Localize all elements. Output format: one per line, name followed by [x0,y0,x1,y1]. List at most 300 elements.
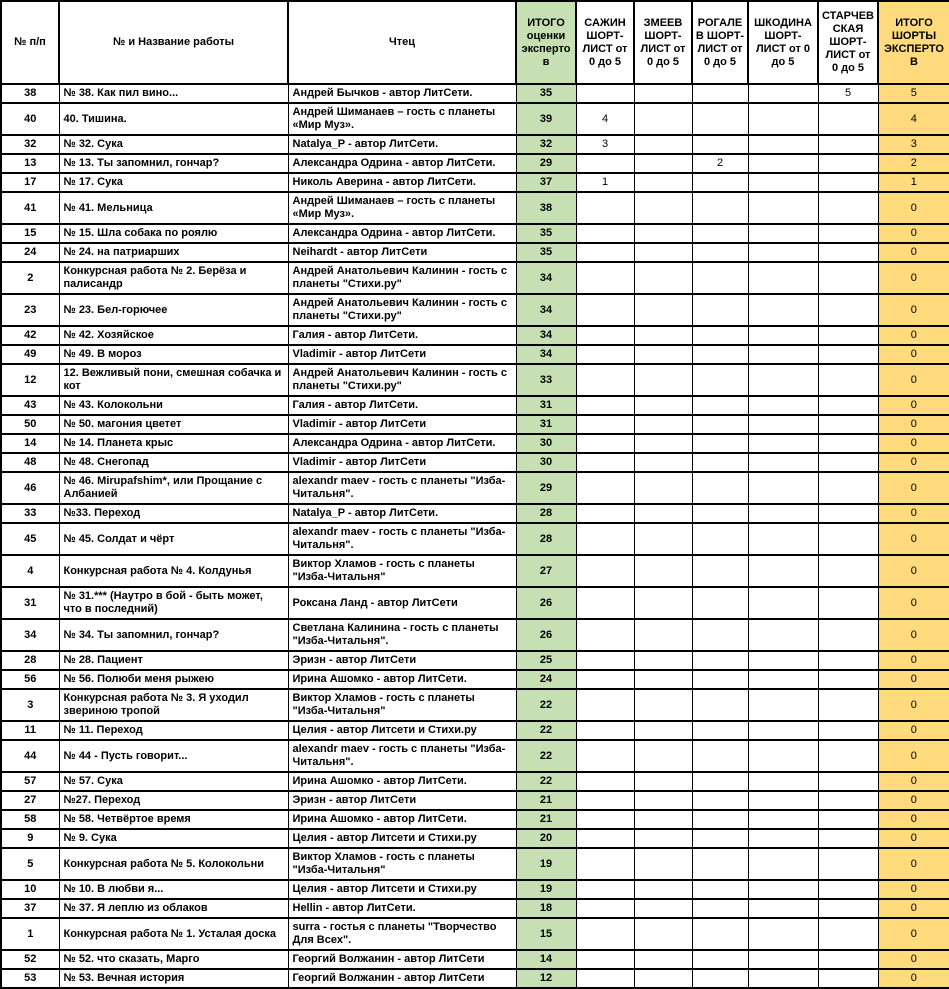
cell-shorts-total[interactable]: 4 [878,103,949,135]
cell-sazhin[interactable] [576,523,634,555]
cell-shorts-total[interactable]: 0 [878,670,949,689]
cell-shkodina[interactable] [748,791,818,810]
cell-shorts-total[interactable]: 0 [878,364,949,396]
cell-title[interactable]: № 9. Сука [59,829,288,848]
cell-rogalev[interactable] [692,453,748,472]
cell-title[interactable]: № 56. Полюби меня рыжею [59,670,288,689]
cell-num[interactable]: 14 [1,434,59,453]
cell-zmeev[interactable] [634,587,692,619]
cell-zmeev[interactable] [634,345,692,364]
cell-reader[interactable]: surra - гостья с планеты "Творчество Для Всех". [288,918,516,950]
cell-shorts-total[interactable]: 0 [878,396,949,415]
cell-num[interactable]: 1 [1,918,59,950]
cell-shorts-total[interactable]: 0 [878,651,949,670]
cell-total[interactable]: 38 [516,192,576,224]
cell-zmeev[interactable] [634,810,692,829]
cell-rogalev[interactable] [692,670,748,689]
cell-starchevskaya[interactable] [818,364,878,396]
cell-starchevskaya[interactable] [818,243,878,262]
cell-starchevskaya[interactable] [818,950,878,969]
cell-num[interactable]: 11 [1,721,59,740]
cell-sazhin[interactable] [576,396,634,415]
cell-title[interactable]: Конкурсная работа № 1. Усталая доска [59,918,288,950]
cell-starchevskaya[interactable] [818,326,878,345]
cell-shorts-total[interactable]: 0 [878,523,949,555]
cell-title[interactable]: № 10. В любви я... [59,880,288,899]
cell-zmeev[interactable] [634,848,692,880]
cell-rogalev[interactable] [692,434,748,453]
cell-total[interactable]: 18 [516,899,576,918]
cell-rogalev[interactable] [692,224,748,243]
cell-title[interactable]: Конкурсная работа № 5. Колокольни [59,848,288,880]
cell-starchevskaya[interactable] [818,899,878,918]
cell-reader[interactable]: Hellin - автор ЛитСети. [288,899,516,918]
cell-zmeev[interactable] [634,135,692,154]
cell-rogalev[interactable] [692,243,748,262]
cell-starchevskaya[interactable] [818,772,878,791]
cell-title[interactable]: №33. Переход [59,504,288,523]
cell-reader[interactable]: Vladimir - автор ЛитСети [288,453,516,472]
cell-shkodina[interactable] [748,899,818,918]
cell-starchevskaya[interactable] [818,415,878,434]
cell-reader[interactable]: alexandr maev - гость с планеты "Изба-Читальня". [288,523,516,555]
cell-num[interactable]: 17 [1,173,59,192]
cell-shorts-total[interactable]: 0 [878,243,949,262]
cell-sazhin[interactable] [576,326,634,345]
cell-title[interactable]: № 24. на патриарших [59,243,288,262]
cell-reader[interactable]: Ирина Ашомко - автор ЛитСети. [288,772,516,791]
cell-reader[interactable]: Natalya_P - автор ЛитСети. [288,504,516,523]
cell-starchevskaya[interactable] [818,262,878,294]
cell-shorts-total[interactable]: 5 [878,84,949,103]
cell-shkodina[interactable] [748,434,818,453]
cell-title[interactable]: Конкурсная работа № 3. Я уходил звериною тропой [59,689,288,721]
cell-reader[interactable]: alexandr maev - гость с планеты "Изба-Читальня". [288,740,516,772]
cell-reader[interactable]: Эризн - автор ЛитСети [288,791,516,810]
cell-title[interactable]: № 23. Бел-горючее [59,294,288,326]
cell-shkodina[interactable] [748,453,818,472]
cell-sazhin[interactable] [576,848,634,880]
cell-starchevskaya[interactable] [818,829,878,848]
cell-rogalev[interactable] [692,899,748,918]
cell-num[interactable]: 56 [1,670,59,689]
cell-rogalev[interactable] [692,396,748,415]
cell-sazhin[interactable] [576,262,634,294]
cell-reader[interactable]: Светлана Калинина - гость с планеты "Изба-Читальня". [288,619,516,651]
cell-total[interactable]: 31 [516,396,576,415]
cell-zmeev[interactable] [634,262,692,294]
cell-starchevskaya[interactable] [818,689,878,721]
cell-total[interactable]: 19 [516,880,576,899]
cell-rogalev[interactable] [692,848,748,880]
cell-rogalev[interactable] [692,918,748,950]
cell-sazhin[interactable] [576,504,634,523]
cell-total[interactable]: 25 [516,651,576,670]
cell-starchevskaya[interactable] [818,670,878,689]
cell-reader[interactable]: Виктор Хламов - гость с планеты "Изба-Читальня" [288,848,516,880]
cell-sazhin[interactable] [576,472,634,504]
cell-rogalev[interactable] [692,721,748,740]
cell-starchevskaya[interactable] [818,848,878,880]
cell-sazhin[interactable] [576,84,634,103]
cell-shorts-total[interactable]: 0 [878,899,949,918]
cell-num[interactable]: 38 [1,84,59,103]
cell-shorts-total[interactable]: 0 [878,969,949,988]
cell-num[interactable]: 13 [1,154,59,173]
cell-zmeev[interactable] [634,651,692,670]
cell-shorts-total[interactable]: 0 [878,950,949,969]
cell-title[interactable]: № 17. Сука [59,173,288,192]
cell-num[interactable]: 41 [1,192,59,224]
cell-starchevskaya[interactable] [818,721,878,740]
cell-shkodina[interactable] [748,396,818,415]
cell-title[interactable]: № 57. Сука [59,772,288,791]
cell-zmeev[interactable] [634,619,692,651]
cell-rogalev[interactable] [692,504,748,523]
cell-total[interactable]: 26 [516,619,576,651]
cell-shorts-total[interactable]: 0 [878,453,949,472]
cell-title[interactable]: № 52. что сказать, Марго [59,950,288,969]
cell-zmeev[interactable] [634,670,692,689]
cell-sazhin[interactable] [576,555,634,587]
cell-zmeev[interactable] [634,689,692,721]
cell-total[interactable]: 34 [516,262,576,294]
cell-total[interactable]: 32 [516,135,576,154]
cell-rogalev[interactable] [692,829,748,848]
cell-sazhin[interactable] [576,345,634,364]
cell-zmeev[interactable] [634,103,692,135]
cell-title[interactable]: № 42. Хозяйское [59,326,288,345]
cell-shorts-total[interactable]: 1 [878,173,949,192]
cell-shorts-total[interactable]: 0 [878,918,949,950]
cell-title[interactable]: № 41. Мельница [59,192,288,224]
cell-total[interactable]: 22 [516,721,576,740]
cell-total[interactable]: 34 [516,345,576,364]
cell-shorts-total[interactable]: 0 [878,434,949,453]
cell-starchevskaya[interactable] [818,791,878,810]
cell-shorts-total[interactable]: 0 [878,880,949,899]
cell-shorts-total[interactable]: 2 [878,154,949,173]
cell-sazhin[interactable] [576,224,634,243]
cell-num[interactable]: 50 [1,415,59,434]
cell-num[interactable]: 24 [1,243,59,262]
cell-shorts-total[interactable]: 0 [878,829,949,848]
cell-reader[interactable]: Николь Аверина - автор ЛитСети. [288,173,516,192]
cell-rogalev[interactable] [692,619,748,651]
cell-reader[interactable]: Vladimir - автор ЛитСети [288,345,516,364]
cell-reader[interactable]: Андрей Шиманаев – гость с планеты «Мир Муз». [288,103,516,135]
cell-total[interactable]: 20 [516,829,576,848]
cell-title[interactable]: № 38. Как пил вино... [59,84,288,103]
cell-reader[interactable]: Галия - автор ЛитСети. [288,326,516,345]
cell-rogalev[interactable] [692,740,748,772]
cell-sazhin[interactable] [576,415,634,434]
cell-shorts-total[interactable]: 0 [878,192,949,224]
cell-rogalev[interactable] [692,415,748,434]
cell-reader[interactable]: Vladimir - автор ЛитСети [288,415,516,434]
cell-shkodina[interactable] [748,619,818,651]
cell-starchevskaya[interactable]: 5 [818,84,878,103]
cell-total[interactable]: 30 [516,453,576,472]
cell-starchevskaya[interactable] [818,224,878,243]
cell-reader[interactable]: Андрей Анатольевич Калинин - гость с планеты "Стихи.ру" [288,294,516,326]
cell-title[interactable]: № 45. Солдат и чёрт [59,523,288,555]
cell-shorts-total[interactable]: 0 [878,721,949,740]
cell-shorts-total[interactable]: 0 [878,294,949,326]
cell-rogalev[interactable] [692,326,748,345]
cell-num[interactable]: 49 [1,345,59,364]
column-header-zmeev[interactable]: ЗМЕЕВ ШОРТ-ЛИСТ от 0 до 5 [634,1,692,84]
cell-num[interactable]: 40 [1,103,59,135]
cell-zmeev[interactable] [634,472,692,504]
cell-num[interactable]: 43 [1,396,59,415]
cell-num[interactable]: 28 [1,651,59,670]
cell-sazhin[interactable]: 1 [576,173,634,192]
cell-shkodina[interactable] [748,262,818,294]
cell-shkodina[interactable] [748,243,818,262]
cell-sazhin[interactable] [576,670,634,689]
cell-total[interactable]: 29 [516,472,576,504]
cell-zmeev[interactable] [634,173,692,192]
cell-starchevskaya[interactable] [818,555,878,587]
cell-total[interactable]: 30 [516,434,576,453]
cell-starchevskaya[interactable] [818,918,878,950]
cell-zmeev[interactable] [634,880,692,899]
cell-shkodina[interactable] [748,192,818,224]
cell-rogalev[interactable] [692,555,748,587]
cell-starchevskaya[interactable] [818,294,878,326]
cell-sazhin[interactable] [576,829,634,848]
cell-starchevskaya[interactable] [818,434,878,453]
cell-zmeev[interactable] [634,829,692,848]
cell-num[interactable]: 4 [1,555,59,587]
cell-rogalev[interactable] [692,950,748,969]
column-header-reader[interactable]: Чтец [288,1,516,84]
cell-total[interactable]: 29 [516,154,576,173]
cell-num[interactable]: 42 [1,326,59,345]
cell-total[interactable]: 37 [516,173,576,192]
cell-shkodina[interactable] [748,848,818,880]
cell-zmeev[interactable] [634,899,692,918]
cell-num[interactable]: 44 [1,740,59,772]
cell-shkodina[interactable] [748,810,818,829]
cell-rogalev[interactable] [692,103,748,135]
cell-zmeev[interactable] [634,523,692,555]
cell-title[interactable]: № 34. Ты запомнил, гончар? [59,619,288,651]
cell-shkodina[interactable] [748,472,818,504]
cell-sazhin[interactable] [576,453,634,472]
cell-rogalev[interactable] [692,810,748,829]
cell-zmeev[interactable] [634,84,692,103]
cell-reader[interactable]: alexandr maev - гость с планеты "Изба-Читальня". [288,472,516,504]
cell-title[interactable]: 40. Тишина. [59,103,288,135]
cell-sazhin[interactable]: 4 [576,103,634,135]
cell-sazhin[interactable] [576,899,634,918]
cell-total[interactable]: 35 [516,84,576,103]
cell-num[interactable]: 9 [1,829,59,848]
cell-reader[interactable]: Ирина Ашомко - автор ЛитСети. [288,810,516,829]
cell-zmeev[interactable] [634,969,692,988]
cell-reader[interactable]: Виктор Хламов - гость с планеты "Изба-Читальня" [288,689,516,721]
cell-title[interactable]: № 32. Сука [59,135,288,154]
cell-reader[interactable]: Целия - автор Литсети и Стихи.ру [288,880,516,899]
cell-num[interactable]: 27 [1,791,59,810]
cell-num[interactable]: 23 [1,294,59,326]
cell-rogalev[interactable] [692,84,748,103]
cell-sazhin[interactable] [576,434,634,453]
column-header-shorts-total[interactable]: ИТОГО ШОРТЫ ЭКСПЕРТОВ [878,1,949,84]
cell-rogalev[interactable] [692,192,748,224]
cell-num[interactable]: 46 [1,472,59,504]
cell-zmeev[interactable] [634,504,692,523]
column-header-rogalev[interactable]: РОГАЛЕВ ШОРТ-ЛИСТ от 0 до 5 [692,1,748,84]
cell-zmeev[interactable] [634,294,692,326]
cell-rogalev[interactable]: 2 [692,154,748,173]
cell-starchevskaya[interactable] [818,619,878,651]
cell-sazhin[interactable] [576,364,634,396]
cell-total[interactable]: 14 [516,950,576,969]
cell-reader[interactable]: Андрей Шиманаев – гость с планеты «Мир Муз». [288,192,516,224]
cell-title[interactable]: № 15. Шла собака по роялю [59,224,288,243]
cell-title[interactable]: № 13. Ты запомнил, гончар? [59,154,288,173]
cell-shorts-total[interactable]: 0 [878,472,949,504]
cell-shorts-total[interactable]: 0 [878,345,949,364]
cell-rogalev[interactable] [692,651,748,670]
cell-total[interactable]: 21 [516,791,576,810]
cell-rogalev[interactable] [692,969,748,988]
cell-title[interactable]: № 28. Пациент [59,651,288,670]
cell-shorts-total[interactable]: 0 [878,415,949,434]
cell-rogalev[interactable] [692,173,748,192]
cell-shkodina[interactable] [748,224,818,243]
cell-shkodina[interactable] [748,689,818,721]
cell-total[interactable]: 27 [516,555,576,587]
cell-title[interactable]: № 58. Четвёртое время [59,810,288,829]
cell-title[interactable]: № 37. Я леплю из облаков [59,899,288,918]
cell-shorts-total[interactable]: 0 [878,791,949,810]
cell-starchevskaya[interactable] [818,969,878,988]
cell-zmeev[interactable] [634,772,692,791]
cell-sazhin[interactable] [576,619,634,651]
cell-sazhin[interactable] [576,740,634,772]
cell-total[interactable]: 26 [516,587,576,619]
cell-shkodina[interactable] [748,950,818,969]
cell-shorts-total[interactable]: 0 [878,740,949,772]
cell-title[interactable]: Конкурсная работа № 2. Берёза и палисандр [59,262,288,294]
cell-reader[interactable]: Целия - автор Литсети и Стихи.ру [288,721,516,740]
cell-sazhin[interactable] [576,154,634,173]
cell-starchevskaya[interactable] [818,345,878,364]
cell-shkodina[interactable] [748,103,818,135]
cell-shorts-total[interactable]: 0 [878,810,949,829]
cell-shkodina[interactable] [748,135,818,154]
cell-num[interactable]: 48 [1,453,59,472]
cell-title[interactable]: № 14. Планета крыс [59,434,288,453]
cell-zmeev[interactable] [634,740,692,772]
cell-total[interactable]: 39 [516,103,576,135]
cell-zmeev[interactable] [634,243,692,262]
cell-num[interactable]: 52 [1,950,59,969]
cell-rogalev[interactable] [692,791,748,810]
cell-starchevskaya[interactable] [818,740,878,772]
cell-reader[interactable]: Андрей Бычков - автор ЛитСети. [288,84,516,103]
cell-starchevskaya[interactable] [818,587,878,619]
cell-reader[interactable]: Георгий Волжанин - автор ЛитСети [288,950,516,969]
cell-shkodina[interactable] [748,294,818,326]
cell-sazhin[interactable] [576,243,634,262]
cell-shkodina[interactable] [748,154,818,173]
cell-shkodina[interactable] [748,829,818,848]
cell-rogalev[interactable] [692,772,748,791]
cell-num[interactable]: 53 [1,969,59,988]
cell-sazhin[interactable] [576,791,634,810]
cell-zmeev[interactable] [634,192,692,224]
cell-sazhin[interactable] [576,294,634,326]
cell-title[interactable]: № 53. Вечная история [59,969,288,988]
cell-reader[interactable]: Андрей Анатольевич Калинин - гость с планеты "Стихи.ру" [288,364,516,396]
cell-total[interactable]: 34 [516,294,576,326]
cell-zmeev[interactable] [634,415,692,434]
cell-shorts-total[interactable]: 0 [878,848,949,880]
cell-shkodina[interactable] [748,173,818,192]
column-header-sazhin[interactable]: САЖИН ШОРТ-ЛИСТ от 0 до 5 [576,1,634,84]
cell-shkodina[interactable] [748,555,818,587]
cell-title[interactable]: № 48. Снегопад [59,453,288,472]
cell-zmeev[interactable] [634,434,692,453]
cell-title[interactable]: № 50. магония цветет [59,415,288,434]
cell-rogalev[interactable] [692,364,748,396]
cell-shkodina[interactable] [748,345,818,364]
cell-num[interactable]: 34 [1,619,59,651]
cell-reader[interactable]: Виктор Хламов - гость с планеты "Изба-Читальня" [288,555,516,587]
cell-starchevskaya[interactable] [818,154,878,173]
cell-total[interactable]: 33 [516,364,576,396]
cell-starchevskaya[interactable] [818,651,878,670]
cell-sazhin[interactable] [576,810,634,829]
cell-zmeev[interactable] [634,918,692,950]
cell-reader[interactable]: Целия - автор Литсети и Стихи.ру [288,829,516,848]
column-header-total[interactable]: ИТОГО оценки экспертов [516,1,576,84]
cell-num[interactable]: 32 [1,135,59,154]
cell-starchevskaya[interactable] [818,453,878,472]
cell-total[interactable]: 22 [516,740,576,772]
cell-num[interactable]: 3 [1,689,59,721]
cell-total[interactable]: 35 [516,224,576,243]
cell-total[interactable]: 15 [516,918,576,950]
cell-title[interactable]: №27. Переход [59,791,288,810]
cell-shkodina[interactable] [748,918,818,950]
cell-zmeev[interactable] [634,154,692,173]
column-header-starchevskaya[interactable]: СТАРЧЕВСКАЯ ШОРТ-ЛИСТ от 0 до 5 [818,1,878,84]
cell-title[interactable]: Конкурсная работа № 4. Колдунья [59,555,288,587]
cell-shkodina[interactable] [748,969,818,988]
cell-num[interactable]: 58 [1,810,59,829]
cell-title[interactable]: № 46. Mirupafshim*, или Прощание с Албанией [59,472,288,504]
cell-shorts-total[interactable]: 0 [878,326,949,345]
cell-reader[interactable]: Андрей Анатольевич Калинин - гость с планеты "Стихи.ру" [288,262,516,294]
cell-total[interactable]: 28 [516,504,576,523]
cell-shkodina[interactable] [748,523,818,555]
cell-total[interactable]: 35 [516,243,576,262]
cell-starchevskaya[interactable] [818,810,878,829]
cell-reader[interactable]: Neihardt - автор ЛитСети [288,243,516,262]
cell-num[interactable]: 2 [1,262,59,294]
cell-total[interactable]: 28 [516,523,576,555]
cell-shkodina[interactable] [748,740,818,772]
cell-shkodina[interactable] [748,721,818,740]
cell-sazhin[interactable] [576,192,634,224]
cell-num[interactable]: 5 [1,848,59,880]
